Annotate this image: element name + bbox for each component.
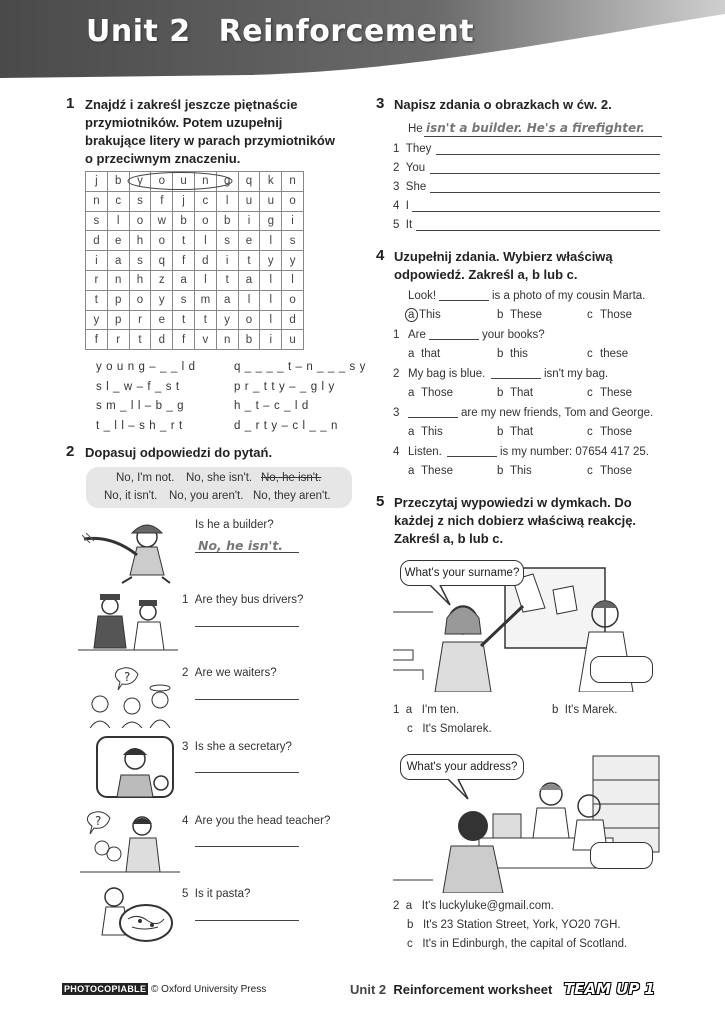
answer-line[interactable] xyxy=(412,211,660,212)
sentence-end: is a photo of my cousin Marta. xyxy=(492,290,646,302)
option-letter[interactable]: c xyxy=(587,426,593,438)
sentence-start: Listen. xyxy=(408,446,442,458)
example-answer: No, he isn't. xyxy=(198,538,284,553)
ex3-item-1 xyxy=(393,143,431,155)
grid-row xyxy=(86,231,304,251)
item-number: 2 xyxy=(393,368,400,380)
option-c[interactable]: Those xyxy=(600,465,632,477)
grid-cell[interactable]: a xyxy=(173,270,195,290)
grid-cell[interactable]: d xyxy=(194,251,216,271)
option-letter: b xyxy=(497,309,504,321)
option-letter[interactable]: a xyxy=(408,387,415,399)
answer-line[interactable] xyxy=(436,154,660,155)
grid-cell[interactable]: n xyxy=(216,330,238,350)
footer-worksheet: Reinforcement worksheet xyxy=(393,982,553,997)
grid-row xyxy=(86,270,304,290)
blank[interactable] xyxy=(429,339,479,340)
option-c: Those xyxy=(600,309,632,321)
answer-option: No, she isn't. xyxy=(186,472,253,484)
grid-cell[interactable]: l xyxy=(194,231,216,251)
pair-item: s l _ w – f _ s t xyxy=(96,380,180,393)
grid-cell[interactable]: m xyxy=(194,290,216,310)
item-number: 3 xyxy=(393,181,400,193)
footer-unit: Unit 2 xyxy=(350,982,387,997)
item-number: 2 xyxy=(182,667,189,679)
option-b[interactable]: This xyxy=(510,465,532,477)
footer-right xyxy=(350,980,655,998)
ex5-instruction-line: Przeczytaj wypowiedzi w dymkach. Do xyxy=(394,495,632,510)
ex2-item-1 xyxy=(182,594,303,606)
grid-cell[interactable]: l xyxy=(260,231,282,251)
ex2-item-4 xyxy=(182,815,330,827)
ex5-q2-row-a: 2 a It's luckyluke@gmail.com. xyxy=(393,900,554,912)
grid-cell[interactable]: y xyxy=(282,251,304,271)
pair-item: t _ l l – s h _ r t xyxy=(96,419,183,432)
grid-cell[interactable]: i xyxy=(260,330,282,350)
grid-row xyxy=(86,211,304,231)
ex4-example xyxy=(393,290,683,309)
option-b[interactable]: That xyxy=(510,426,534,438)
option-c[interactable]: It's Smolarek. xyxy=(422,723,492,735)
grid-cell[interactable]: t xyxy=(194,310,216,330)
bubble-tail xyxy=(446,779,470,801)
ex4-instruction xyxy=(394,248,613,284)
grid-cell[interactable]: t xyxy=(173,231,195,251)
item-question: Is it pasta? xyxy=(194,888,251,900)
grid-cell[interactable]: c xyxy=(107,191,129,211)
publisher-label: © Oxford University Press xyxy=(151,984,267,995)
grid-cell[interactable]: l xyxy=(282,270,304,290)
item-number: 1 xyxy=(393,704,400,716)
grid-cell[interactable]: l xyxy=(260,290,282,310)
grid-cell[interactable]: g xyxy=(260,211,282,231)
opposite-pairs-right xyxy=(234,358,366,436)
grid-cell[interactable]: e xyxy=(107,231,129,251)
grid-cell[interactable]: p xyxy=(107,290,129,310)
grid-cell[interactable]: t xyxy=(173,310,195,330)
answer-option-used: No, he isn't. xyxy=(261,472,322,484)
option-a[interactable]: It's luckyluke@gmail.com. xyxy=(421,900,554,912)
option-letter[interactable]: c xyxy=(587,348,593,360)
svg-text:?: ? xyxy=(124,670,131,684)
grid-cell[interactable]: b xyxy=(216,211,238,231)
grid-cell[interactable]: k xyxy=(260,172,282,192)
ex2-item-5 xyxy=(182,888,250,900)
item-number: 4 xyxy=(182,815,189,827)
answer-option: No, you aren't. xyxy=(169,490,244,502)
option-b: These xyxy=(510,309,542,321)
grid-cell[interactable]: h xyxy=(129,231,151,251)
item-number: 3 xyxy=(182,741,189,753)
ex2-item-3 xyxy=(182,741,292,753)
grid-cell[interactable]: j xyxy=(86,172,108,192)
grid-cell[interactable]: i xyxy=(216,251,238,271)
option-a[interactable]: This xyxy=(421,426,443,438)
ex2-number: 2 xyxy=(66,443,75,460)
option-b[interactable]: That xyxy=(510,387,534,399)
grid-cell[interactable]: u xyxy=(238,191,260,211)
grid-cell[interactable]: g xyxy=(216,172,238,192)
ex4-item-3 xyxy=(393,407,683,426)
item-number: 2 xyxy=(393,900,400,912)
pair-item: s m _ l l – b _ g xyxy=(96,400,185,412)
sentence-end: your books? xyxy=(482,329,545,341)
option-a: This xyxy=(419,309,441,321)
item-number: 4 xyxy=(393,200,400,212)
ex4-instruction-line: odpowiedź. Zakreśl a, b lub c. xyxy=(394,267,578,282)
item-question: Is she a secretary? xyxy=(194,741,292,753)
grid-cell[interactable]: y xyxy=(260,251,282,271)
grid-cell[interactable]: o xyxy=(151,172,173,192)
grid-cell[interactable]: l xyxy=(194,270,216,290)
grid-cell[interactable]: n xyxy=(194,172,216,192)
item-number: 3 xyxy=(393,407,400,419)
grid-cell[interactable]: a xyxy=(238,270,260,290)
grid-cell[interactable]: z xyxy=(151,270,173,290)
option-c[interactable]: These xyxy=(600,387,632,399)
item-number: 1 xyxy=(393,143,400,155)
grid-cell[interactable]: o xyxy=(129,211,151,231)
option-letter: c xyxy=(587,309,593,321)
option-letter[interactable]: a xyxy=(408,465,415,477)
grid-cell[interactable]: y xyxy=(151,290,173,310)
empty-reply-bubble-1[interactable] xyxy=(590,656,653,683)
item-question: Are we waiters? xyxy=(194,667,277,679)
answer-option: No, it isn't. xyxy=(104,490,158,502)
ex3-number: 3 xyxy=(376,95,385,112)
grid-cell[interactable]: s xyxy=(129,251,151,271)
header-banner xyxy=(0,0,725,80)
sentence-start: My bag is blue. xyxy=(408,368,486,380)
brand-logo: TEAM UP 1 xyxy=(563,980,655,998)
grid-cell[interactable]: l xyxy=(238,290,260,310)
grid-cell[interactable]: p xyxy=(107,310,129,330)
option-letter: a xyxy=(408,309,415,321)
grid-cell[interactable]: s xyxy=(129,191,151,211)
ex1-instruction-line: o przeciwnym znaczeniu. xyxy=(85,151,241,166)
option-b[interactable]: this xyxy=(510,348,528,360)
grid-cell[interactable]: q xyxy=(238,172,260,192)
ex2-item-2 xyxy=(182,667,277,679)
grid-cell[interactable]: i xyxy=(86,251,108,271)
item-number: 1 xyxy=(182,594,189,606)
answer-option: No, I'm not. xyxy=(116,472,175,484)
grid-row xyxy=(86,310,304,330)
photocopiable-badge: PHOTOCOPIABLE xyxy=(64,984,147,994)
secretary-illustration xyxy=(95,735,175,799)
waiters-illustration xyxy=(80,664,180,728)
option-letter[interactable]: c xyxy=(587,387,593,399)
pair-item: h _ t – c _ l d xyxy=(234,400,309,412)
ex4-items xyxy=(393,290,683,485)
ex4-item-4 xyxy=(393,446,683,465)
bubble-tail xyxy=(428,585,452,607)
grid-cell[interactable]: b xyxy=(107,172,129,192)
page-title xyxy=(86,14,474,49)
word-search-grid xyxy=(85,171,304,350)
ex3-item-3 xyxy=(393,181,426,193)
empty-reply-bubble-2[interactable] xyxy=(590,842,653,869)
ex3-item-2 xyxy=(393,162,425,174)
grid-cell[interactable]: y xyxy=(129,172,151,192)
option-letter[interactable]: b xyxy=(497,387,504,399)
grid-cell[interactable]: s xyxy=(86,211,108,231)
grid-cell[interactable]: u xyxy=(173,172,195,192)
item-question: Are they bus drivers? xyxy=(194,594,304,606)
pair-item: d _ r t y – c l _ _ n xyxy=(234,419,339,432)
answer-line[interactable] xyxy=(195,920,299,921)
item-number: 1 xyxy=(393,329,400,341)
grid-cell[interactable]: b xyxy=(173,211,195,231)
answer-line[interactable] xyxy=(195,772,299,773)
ex4-item-3-options xyxy=(393,426,683,446)
ex1-instruction xyxy=(85,96,355,168)
item-number: 4 xyxy=(393,446,400,458)
pair-item: y o u n g – _ _ l d xyxy=(96,361,196,373)
answer-line[interactable] xyxy=(416,230,660,231)
answer-box xyxy=(86,467,352,508)
ex4-item-2-options xyxy=(393,387,683,407)
ex3-item-5 xyxy=(393,219,412,231)
grid-cell[interactable]: e xyxy=(151,310,173,330)
answer-line[interactable] xyxy=(430,192,660,193)
grid-cell[interactable]: o xyxy=(238,310,260,330)
unit-label: Unit 2 xyxy=(86,14,191,49)
ex4-instruction-line: Uzupełnij zdania. Wybierz właściwą xyxy=(394,249,613,264)
grid-cell[interactable]: i xyxy=(282,211,304,231)
grid-cell[interactable]: o xyxy=(282,290,304,310)
grid-cell[interactable]: l xyxy=(107,211,129,231)
option-b[interactable]: It's 23 Station Street, York, YO20 7GH. xyxy=(422,919,621,931)
grid-cell[interactable]: u xyxy=(282,330,304,350)
ex3-instruction: Napisz zdania o obrazkach w ćw. 2. xyxy=(394,97,612,112)
pasta-illustration xyxy=(88,885,180,949)
answer-line[interactable] xyxy=(195,626,299,627)
grid-row xyxy=(86,330,304,350)
speech-bubble-2: What's your address? xyxy=(400,754,524,780)
grid-cell[interactable]: f xyxy=(173,251,195,271)
answer-line[interactable] xyxy=(195,699,299,700)
item-subject: She xyxy=(405,181,427,193)
grid-cell[interactable]: u xyxy=(260,191,282,211)
option-c[interactable]: Those xyxy=(600,426,632,438)
grid-cell[interactable]: o xyxy=(194,211,216,231)
grid-cell[interactable]: i xyxy=(238,211,260,231)
grid-row xyxy=(86,191,304,211)
grid-cell[interactable]: n xyxy=(86,191,108,211)
footer-left xyxy=(62,984,266,995)
grid-cell[interactable]: l xyxy=(260,270,282,290)
grid-cell[interactable]: q xyxy=(151,251,173,271)
ex4-item-2 xyxy=(393,368,683,387)
option-c[interactable]: It's in Edinburgh, the capital of Scotland. xyxy=(422,938,628,950)
grid-cell[interactable]: a xyxy=(216,290,238,310)
blank[interactable] xyxy=(408,417,458,418)
head-teacher-illustration xyxy=(80,810,180,874)
grid-cell[interactable]: r xyxy=(86,270,108,290)
option-b[interactable]: It's Marek. xyxy=(564,704,618,716)
answer-line[interactable] xyxy=(430,173,660,174)
ex1-instruction-line: Znajdź i zakreśl jeszcze piętnaście xyxy=(85,97,298,112)
grid-cell[interactable]: f xyxy=(173,330,195,350)
option-letter[interactable]: b xyxy=(497,426,504,438)
answer-option: No, they aren't. xyxy=(253,490,331,502)
opposite-pairs-left xyxy=(96,358,196,436)
ex3-example-subject: He xyxy=(408,123,423,135)
ex5-q2-row-b: b It's 23 Station Street, York, YO20 7GH. xyxy=(407,919,621,931)
blank xyxy=(439,300,489,301)
answer-line[interactable] xyxy=(195,846,299,847)
option-a[interactable]: that xyxy=(421,348,441,360)
sentence-end: is my number: 07654 417 25. xyxy=(500,446,649,458)
item-subject: It xyxy=(405,219,413,231)
grid-cell[interactable]: o xyxy=(282,191,304,211)
circled-word-young xyxy=(127,171,237,193)
pair-item: q _ _ _ _ t – n _ _ _ s y xyxy=(234,361,366,373)
item-question: Are you the head teacher? xyxy=(194,815,331,827)
grid-cell[interactable]: j xyxy=(173,191,195,211)
grid-cell[interactable]: t xyxy=(86,290,108,310)
answer-line xyxy=(424,136,662,137)
grid-cell[interactable]: r xyxy=(129,310,151,330)
firefighter-illustration xyxy=(82,515,182,585)
grid-cell[interactable]: l xyxy=(260,310,282,330)
grid-cell[interactable]: y xyxy=(86,310,108,330)
sentence-start: Are xyxy=(408,329,426,341)
grid-cell[interactable]: f xyxy=(151,191,173,211)
grid-cell[interactable]: w xyxy=(151,211,173,231)
ex5-instruction xyxy=(394,494,636,548)
ex5-q2-row-c: c It's in Edinburgh, the capital of Scotland. xyxy=(407,938,628,950)
option-letter[interactable]: b xyxy=(497,348,504,360)
ex5-q1-row-b: b It's Marek. xyxy=(552,704,618,716)
ex4-item-1-options xyxy=(393,348,683,368)
ex5-q1-row-c: c It's Smolarek. xyxy=(407,723,492,735)
option-c[interactable]: these xyxy=(600,348,629,360)
ex4-example-options xyxy=(393,309,683,329)
ex4-item-1 xyxy=(393,329,683,348)
grid-cell[interactable]: o xyxy=(151,231,173,251)
option-letter[interactable]: b xyxy=(497,465,504,477)
bus-drivers-illustration xyxy=(78,592,178,654)
grid-cell[interactable]: t xyxy=(238,251,260,271)
grid-row xyxy=(86,251,304,271)
ex1-instruction-line: przymiotników. Potem uzupełnij xyxy=(85,115,283,130)
grid-cell[interactable]: n xyxy=(282,172,304,192)
grid-cell[interactable]: b xyxy=(238,330,260,350)
grid-cell[interactable]: t xyxy=(129,330,151,350)
grid-cell[interactable]: s xyxy=(173,290,195,310)
sentence-end: isn't my bag. xyxy=(544,368,609,380)
option-letter[interactable]: a xyxy=(408,426,415,438)
sentence-start: Look! xyxy=(408,290,437,302)
grid-cell[interactable]: s xyxy=(282,231,304,251)
grid-cell[interactable]: c xyxy=(194,191,216,211)
sentence-end: are my new friends, Tom and George. xyxy=(461,407,654,419)
item-subject: You xyxy=(405,162,426,174)
option-a[interactable]: I'm ten. xyxy=(421,704,460,716)
pair-item: p r _ t t y – _ g l y xyxy=(234,380,335,393)
option-a[interactable]: Those xyxy=(421,387,453,399)
ex5-q1-row-a: 1 a I'm ten. xyxy=(393,704,460,716)
speech-bubble-1: What's your surname? xyxy=(400,560,524,586)
ex4-number: 4 xyxy=(376,247,385,264)
ex5-instruction-line: każdej z nich dobierz właściwą reakcję. xyxy=(394,513,637,528)
grid-cell[interactable]: n xyxy=(107,270,129,290)
svg-text:?: ? xyxy=(95,814,102,828)
grid-cell[interactable]: v xyxy=(194,330,216,350)
item-subject: I xyxy=(405,200,409,212)
grid-cell[interactable]: l xyxy=(216,191,238,211)
option-a[interactable]: These xyxy=(421,465,453,477)
grid-cell[interactable]: f xyxy=(86,330,108,350)
grid-cell[interactable]: h xyxy=(129,270,151,290)
item-subject: They xyxy=(405,143,432,155)
grid-cell[interactable]: s xyxy=(216,231,238,251)
grid-cell[interactable]: r xyxy=(107,330,129,350)
grid-cell[interactable]: d xyxy=(151,330,173,350)
option-letter[interactable]: a xyxy=(408,348,415,360)
grid-cell[interactable]: e xyxy=(238,231,260,251)
example-question: Is he a builder? xyxy=(195,519,274,531)
grid-cell[interactable]: d xyxy=(86,231,108,251)
item-number: 5 xyxy=(393,219,400,231)
title-label: Reinforcement xyxy=(218,14,475,49)
grid-cell[interactable]: o xyxy=(129,290,151,310)
grid-cell[interactable]: t xyxy=(216,270,238,290)
ex1-instruction-line: brakujące litery w parach przymiotników xyxy=(85,133,335,148)
grid-row xyxy=(86,290,304,310)
option-letter[interactable]: c xyxy=(587,465,593,477)
ex3-example-answer: isn't a builder. He's a firefighter. xyxy=(426,121,645,135)
ex1-number: 1 xyxy=(66,95,75,112)
answer-line xyxy=(195,552,299,553)
item-number: 2 xyxy=(393,162,400,174)
ex3-item-4 xyxy=(393,200,409,212)
blank[interactable] xyxy=(447,456,497,457)
grid-cell[interactable]: a xyxy=(107,251,129,271)
grid-cell[interactable]: d xyxy=(282,310,304,330)
item-number: 5 xyxy=(182,888,189,900)
blank[interactable] xyxy=(491,378,541,379)
ex5-instruction-line: Zakreśl a, b lub c. xyxy=(394,531,504,546)
grid-cell[interactable]: y xyxy=(216,310,238,330)
ex2-instruction: Dopasuj odpowiedzi do pytań. xyxy=(85,445,273,460)
ex5-number: 5 xyxy=(376,493,385,510)
ex4-item-4-options xyxy=(393,465,683,485)
